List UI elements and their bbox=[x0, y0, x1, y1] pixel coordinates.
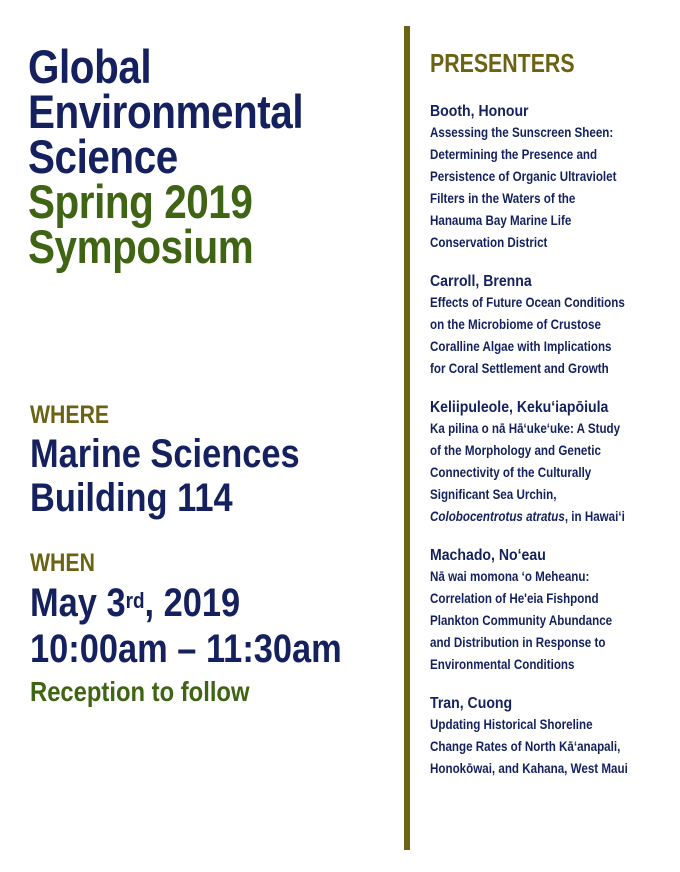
where-line-1: Marine Sciences bbox=[30, 432, 300, 476]
presenter-booth bbox=[430, 102, 675, 254]
reception-note: Reception to follow bbox=[30, 676, 250, 707]
presenter-title-line: Persistence of Organic Ultraviolet bbox=[430, 169, 617, 184]
presenters-heading: PRESENTERS bbox=[430, 48, 575, 78]
presenter-title-line: Hanauma Bay Marine Life bbox=[430, 213, 572, 228]
presenter-title-line: Environmental Conditions bbox=[430, 657, 575, 672]
presenter-title-line: and Distribution in Response to bbox=[430, 635, 606, 650]
species-suffix: , in Hawaiʻi bbox=[564, 509, 625, 524]
presenter-name: Booth, Honour bbox=[430, 103, 529, 120]
presenter-title-line: Connectivity of the Culturally bbox=[430, 465, 592, 480]
date-prefix: May 3 bbox=[30, 581, 126, 625]
presenter-carroll bbox=[430, 272, 675, 380]
when-label: WHEN bbox=[30, 549, 95, 577]
vertical-divider bbox=[404, 26, 410, 850]
presenter-title-line bbox=[430, 506, 662, 528]
presenter-title-line: for Coral Settlement and Growth bbox=[430, 361, 609, 376]
presenter-title-line: of the Morphology and Genetic bbox=[430, 443, 601, 458]
event-title bbox=[28, 40, 398, 273]
presenter-title-line: Determining the Presence and bbox=[430, 147, 598, 162]
presenter-name: Keliipuleole, Kekuʻiapōiula bbox=[430, 399, 609, 416]
date-suffix: , 2019 bbox=[144, 581, 241, 625]
presenter-title-line: Assessing the Sunscreen Sheen: bbox=[430, 125, 614, 140]
where-line-2: Building 114 bbox=[30, 476, 233, 520]
presenters-column bbox=[430, 48, 675, 798]
presenter-title-line: Updating Historical Shoreline bbox=[430, 717, 593, 732]
presenter-title-line: Ka pilina o nā Hāʻukeʻuke: A Study bbox=[430, 421, 621, 436]
presenter-title-line: Filters in the Waters of the bbox=[430, 191, 576, 206]
presenter-title-line: Effects of Future Ocean Conditions bbox=[430, 295, 625, 310]
presenter-tran bbox=[430, 694, 675, 780]
title-line-1: Global bbox=[28, 40, 152, 93]
presenter-title-line: on the Microbiome of Crustose bbox=[430, 317, 601, 332]
presenter-name: Tran, Cuong bbox=[430, 695, 513, 712]
when-date bbox=[30, 581, 408, 625]
presenter-title-line: Conservation District bbox=[430, 235, 548, 250]
presenter-title-line: Significant Sea Urchin, bbox=[430, 487, 557, 502]
date-superscript: rd bbox=[125, 588, 145, 613]
presenter-title-line: Honokōwai, and Kahana, West Maui bbox=[430, 761, 628, 776]
presenter-name: Machado, Noʻeau bbox=[430, 547, 546, 564]
species-name: Colobocentrotus atratus bbox=[430, 509, 565, 524]
when-time: 10:00am – 11:30am bbox=[30, 627, 342, 671]
presenter-name: Carroll, Brenna bbox=[430, 273, 532, 290]
where-label: WHERE bbox=[30, 401, 110, 429]
title-line-4: Spring 2019 bbox=[28, 175, 253, 228]
presenter-keliipuleole bbox=[430, 398, 675, 528]
presenter-title-line: Coralline Algae with Implications bbox=[430, 339, 612, 354]
presenter-title-line: Correlation of He'eia Fishpond bbox=[430, 591, 599, 606]
title-line-2: Environmental bbox=[28, 85, 304, 138]
presenter-title-line: Nā wai momona ʻo Meheanu: bbox=[430, 569, 590, 584]
title-line-5: Symposium bbox=[28, 220, 254, 273]
presenter-machado bbox=[430, 546, 675, 676]
title-line-3: Science bbox=[28, 130, 178, 183]
presenter-title-line: Plankton Community Abundance bbox=[430, 613, 613, 628]
presenter-title-line: Change Rates of North Kāʻanapali, bbox=[430, 739, 621, 754]
